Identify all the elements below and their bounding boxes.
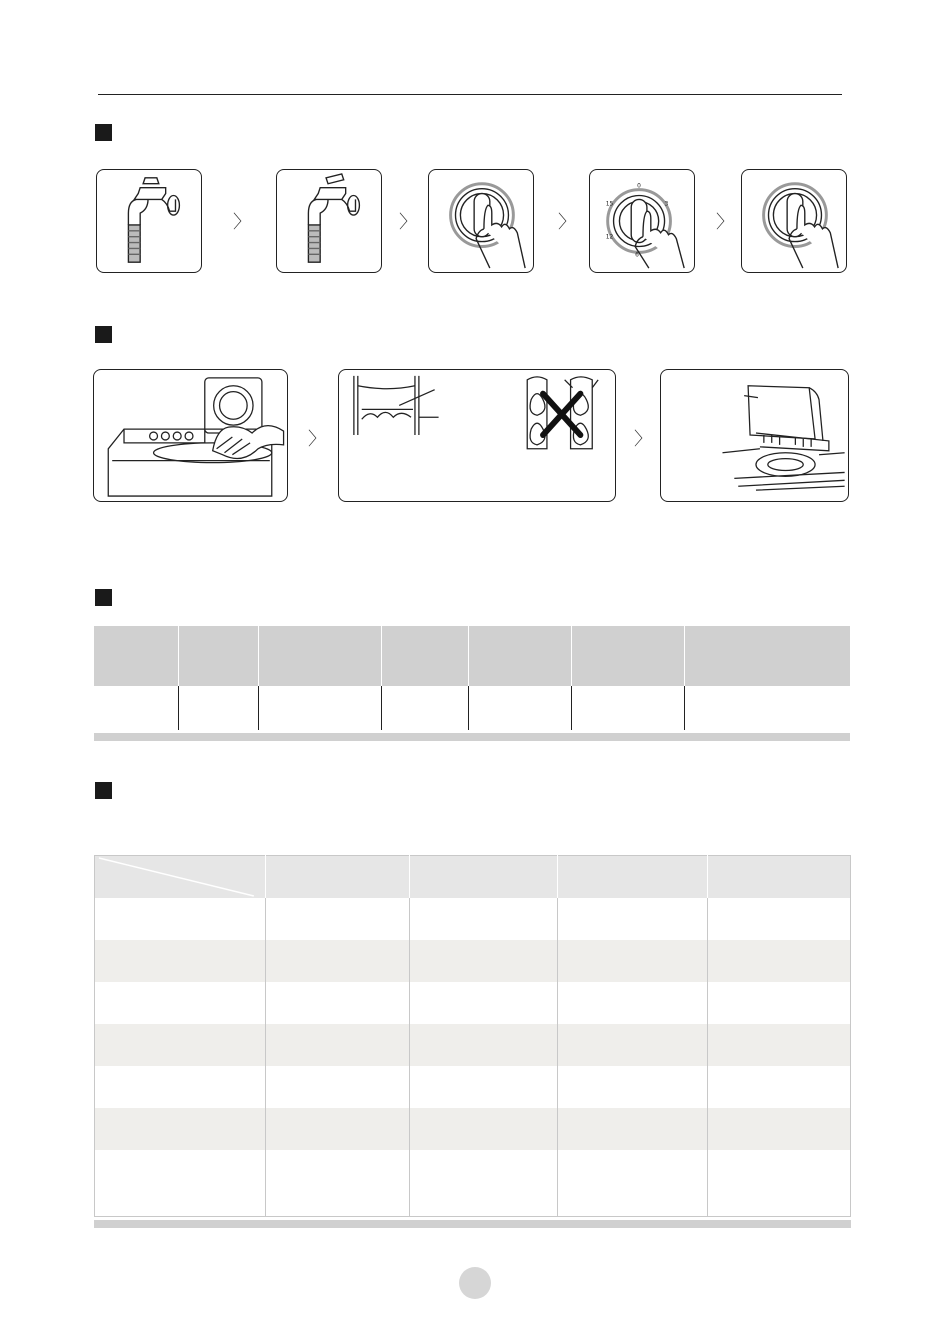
table-cell [95, 1150, 266, 1217]
section-3-marker [95, 589, 112, 606]
table-cell [708, 940, 851, 982]
table-cell [409, 940, 558, 982]
table-header-cell [558, 856, 708, 899]
section-4-marker [95, 782, 112, 799]
header-rule [98, 94, 842, 95]
table-cell [409, 898, 558, 940]
table-cell [95, 898, 266, 940]
dial-label: 3 [664, 201, 669, 208]
table-cell [265, 1150, 409, 1217]
table-row [95, 940, 851, 982]
table-cell [708, 1024, 851, 1066]
table-row [95, 1024, 851, 1066]
table-cell [95, 940, 266, 982]
table-cell [265, 1108, 409, 1150]
laundry-chevron-2: 〉 [634, 429, 652, 450]
table-header-cell [571, 626, 684, 686]
page-number-badge [459, 1267, 491, 1299]
dial-label: 0 [637, 183, 641, 190]
table-cell [558, 898, 708, 940]
table-cell [258, 686, 381, 730]
table-cell [95, 982, 266, 1024]
table-header-cell [708, 856, 851, 899]
dial-label: 15 [605, 201, 614, 208]
table-row [95, 1066, 851, 1108]
table-header-cell [94, 626, 178, 686]
table-cell [558, 1024, 708, 1066]
table-cell [571, 686, 684, 730]
table-header-corner-cell [95, 856, 266, 899]
step-chevron-3: 〉 [558, 212, 576, 233]
table-row [95, 1150, 851, 1217]
laundry-panel-load [93, 369, 288, 502]
table-header-cell [409, 856, 558, 899]
lid-open-icon [661, 370, 848, 501]
table-cell [468, 686, 571, 730]
table-cell [178, 686, 258, 730]
program-table-footer-bar [94, 1220, 851, 1228]
dial-press-icon [429, 170, 533, 272]
dial-label: 6 [635, 252, 639, 259]
laundry-panel-lid [660, 369, 849, 502]
table-header-row [95, 856, 851, 899]
table-cell [265, 898, 409, 940]
section-2-marker [95, 326, 112, 343]
table-cell [409, 1150, 558, 1217]
table-header-cell [258, 626, 381, 686]
table-cell [558, 1150, 708, 1217]
table-cell [684, 686, 850, 730]
table-cell [265, 1066, 409, 1108]
table-row [94, 686, 850, 730]
laundry-panel-water-level [338, 369, 616, 502]
water-level-icon [339, 370, 615, 501]
step-chevron-1: 〉 [233, 212, 251, 233]
specification-table-footer-bar [94, 733, 850, 741]
table-header-row [94, 626, 850, 686]
table-cell [95, 1108, 266, 1150]
step-panel-tap-2 [276, 169, 382, 273]
table-cell [558, 1066, 708, 1108]
table-row [95, 982, 851, 1024]
table-cell [409, 1024, 558, 1066]
table-cell [708, 898, 851, 940]
step-chevron-2: 〉 [399, 212, 417, 233]
table-cell [409, 982, 558, 1024]
table-header-cell [381, 626, 468, 686]
table-cell [558, 982, 708, 1024]
table-cell [94, 686, 178, 730]
table-cell [409, 1108, 558, 1150]
table-cell [558, 1108, 708, 1150]
step-panel-dial-1 [428, 169, 534, 273]
table-cell [558, 940, 708, 982]
table-header-cell [468, 626, 571, 686]
specification-table [94, 626, 850, 730]
dial-label: 12 [605, 234, 614, 241]
table-header-cell [684, 626, 850, 686]
step-panel-tap-1 [96, 169, 202, 273]
table-header-cell [265, 856, 409, 899]
table-cell [95, 1066, 266, 1108]
table-cell [95, 1024, 266, 1066]
step-panel-dial-2 [741, 169, 847, 273]
faucet-hose-icon [277, 170, 381, 272]
table-header-cell [178, 626, 258, 686]
table-row [95, 1108, 851, 1150]
section-1-marker [95, 124, 112, 141]
program-table [94, 855, 851, 1217]
table-cell [265, 982, 409, 1024]
diagonal-divider-icon [95, 856, 265, 898]
table-row [95, 898, 851, 940]
step-panel-timer [589, 169, 695, 273]
timer-dial-icon [590, 170, 694, 272]
table-cell [265, 940, 409, 982]
table-cell [708, 1066, 851, 1108]
faucet-hose-icon [97, 170, 201, 272]
step-chevron-4: 〉 [716, 212, 734, 233]
table-cell [708, 1150, 851, 1217]
table-cell [381, 686, 468, 730]
dial-press-icon [742, 170, 846, 272]
table-cell [708, 1108, 851, 1150]
laundry-chevron-1: 〉 [308, 429, 326, 450]
table-cell [409, 1066, 558, 1108]
table-cell [265, 1024, 409, 1066]
table-cell [708, 982, 851, 1024]
loading-laundry-icon [94, 370, 287, 501]
